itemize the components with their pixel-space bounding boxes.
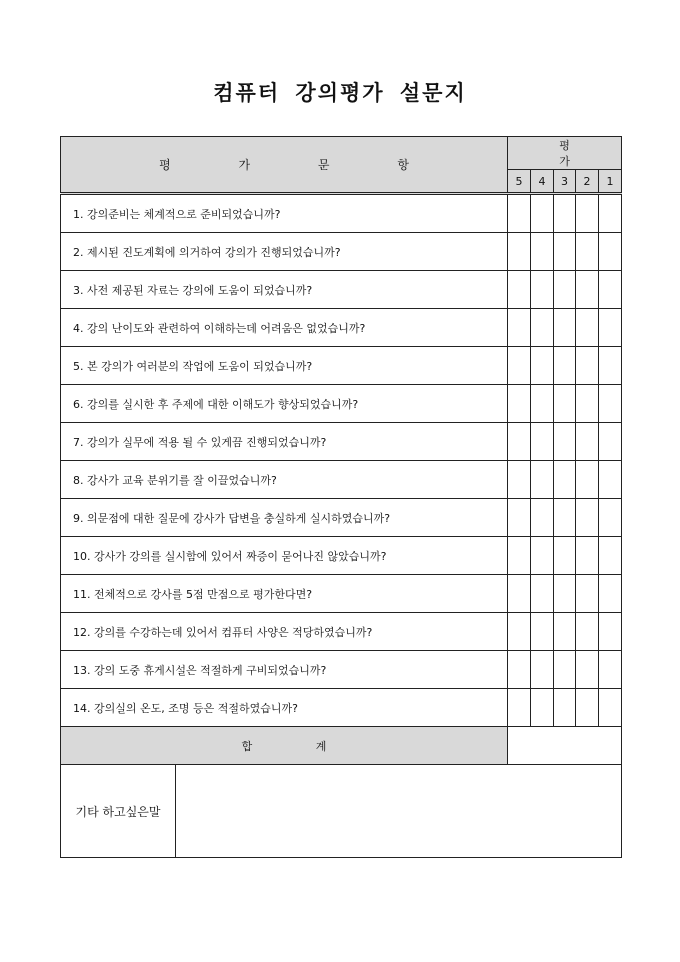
rating-cell-1[interactable] (599, 575, 622, 613)
rating-cell-5[interactable] (508, 613, 531, 651)
table-row (61, 651, 622, 689)
survey-table (60, 136, 622, 858)
rating-cell-2[interactable] (576, 689, 599, 727)
rating-cell-3[interactable] (554, 271, 576, 309)
page-title: 컴퓨터 강의평가 설문지 (213, 80, 467, 105)
rating-cell-2[interactable] (576, 194, 599, 233)
header-score-5: 5 (508, 170, 531, 194)
rating-cell-3[interactable] (554, 689, 576, 727)
table-row (61, 194, 622, 233)
rating-cell-1[interactable] (599, 233, 622, 271)
rating-cell-1[interactable] (599, 461, 622, 499)
rating-cell-1[interactable] (599, 689, 622, 727)
rating-cell-5[interactable] (508, 423, 531, 461)
rating-cell-5[interactable] (508, 385, 531, 423)
rating-cell-3[interactable] (554, 309, 576, 347)
header-score-4: 4 (531, 170, 554, 194)
rating-cell-4[interactable] (531, 461, 554, 499)
table-row (61, 309, 622, 347)
rating-cell-3[interactable] (554, 651, 576, 689)
rating-cell-5[interactable] (508, 347, 531, 385)
rating-cell-5[interactable] (508, 689, 531, 727)
rating-cell-2[interactable] (576, 461, 599, 499)
rating-cell-2[interactable] (576, 385, 599, 423)
rating-cell-4[interactable] (531, 385, 554, 423)
rating-cell-4[interactable] (531, 309, 554, 347)
rating-cell-5[interactable] (508, 499, 531, 537)
question-text: 4. 강의 난이도와 관련하여 이해하는데 어려움은 없었습니까? (61, 309, 508, 347)
table-row (61, 233, 622, 271)
rating-cell-3[interactable] (554, 423, 576, 461)
rating-cell-2[interactable] (576, 499, 599, 537)
question-text: 8. 강사가 교육 분위기를 잘 이끌었습니까? (61, 461, 508, 499)
rating-cell-5[interactable] (508, 194, 531, 233)
header-rating-label: 평 가 (508, 137, 622, 170)
comments-field[interactable] (176, 765, 622, 858)
table-row (61, 423, 622, 461)
rating-cell-4[interactable] (531, 613, 554, 651)
rating-cell-2[interactable] (576, 575, 599, 613)
rating-cell-4[interactable] (531, 271, 554, 309)
rating-cell-5[interactable] (508, 309, 531, 347)
table-row (61, 271, 622, 309)
question-text: 11. 전체적으로 강사를 5점 만점으로 평가한다면? (61, 575, 508, 613)
rating-cell-1[interactable] (599, 194, 622, 233)
rating-cell-1[interactable] (599, 423, 622, 461)
question-text: 9. 의문점에 대한 질문에 강사가 답변을 충실하게 실시하였습니까? (61, 499, 508, 537)
rating-cell-2[interactable] (576, 537, 599, 575)
rating-cell-2[interactable] (576, 309, 599, 347)
rating-cell-4[interactable] (531, 537, 554, 575)
rating-cell-5[interactable] (508, 271, 531, 309)
question-text: 12. 강의를 수강하는데 있어서 컴퓨터 사양은 적당하였습니까? (61, 613, 508, 651)
rating-cell-5[interactable] (508, 575, 531, 613)
table-row (61, 385, 622, 423)
rating-cell-4[interactable] (531, 499, 554, 537)
rating-cell-1[interactable] (599, 271, 622, 309)
question-text: 14. 강의실의 온도, 조명 등은 적절하였습니까? (61, 689, 508, 727)
question-text: 7. 강의가 실무에 적용 될 수 있게끔 진행되었습니까? (61, 423, 508, 461)
rating-cell-3[interactable] (554, 385, 576, 423)
rating-cell-1[interactable] (599, 651, 622, 689)
table-row (61, 613, 622, 651)
table-row (61, 499, 622, 537)
rating-cell-3[interactable] (554, 347, 576, 385)
header-score-2: 2 (576, 170, 599, 194)
rating-cell-3[interactable] (554, 575, 576, 613)
rating-cell-4[interactable] (531, 233, 554, 271)
rating-cell-5[interactable] (508, 461, 531, 499)
total-label: 합 계 (61, 727, 508, 765)
question-text: 13. 강의 도중 휴게시설은 적절하게 구비되었습니까? (61, 651, 508, 689)
rating-cell-4[interactable] (531, 347, 554, 385)
rating-cell-2[interactable] (576, 651, 599, 689)
rating-cell-5[interactable] (508, 537, 531, 575)
header-score-3: 3 (554, 170, 576, 194)
rating-cell-3[interactable] (554, 613, 576, 651)
header-score-1: 1 (599, 170, 622, 194)
comments-label: 기타 하고싶은말 (61, 765, 176, 858)
rating-cell-1[interactable] (599, 385, 622, 423)
question-text: 3. 사전 제공된 자료는 강의에 도움이 되었습니까? (61, 271, 508, 309)
table-row (61, 347, 622, 385)
question-text: 1. 강의준비는 체계적으로 준비되었습니까? (61, 194, 508, 233)
rating-cell-3[interactable] (554, 537, 576, 575)
rating-cell-1[interactable] (599, 537, 622, 575)
total-row (61, 727, 622, 765)
rating-cell-3[interactable] (554, 233, 576, 271)
rating-cell-5[interactable] (508, 651, 531, 689)
rating-cell-2[interactable] (576, 347, 599, 385)
rating-cell-3[interactable] (554, 499, 576, 537)
rating-cell-2[interactable] (576, 613, 599, 651)
rating-cell-1[interactable] (599, 613, 622, 651)
rating-cell-3[interactable] (554, 461, 576, 499)
rating-cell-2[interactable] (576, 271, 599, 309)
rating-cell-1[interactable] (599, 499, 622, 537)
table-row (61, 537, 622, 575)
total-value-cell[interactable] (508, 727, 622, 765)
rating-cell-5[interactable] (508, 233, 531, 271)
table-row (61, 689, 622, 727)
question-text: 6. 강의를 실시한 후 주제에 대한 이해도가 향상되었습니까? (61, 385, 508, 423)
rating-cell-1[interactable] (599, 309, 622, 347)
question-text: 2. 제시된 진도계획에 의거하여 강의가 진행되었습니까? (61, 233, 508, 271)
table-row (61, 461, 622, 499)
table-row (61, 575, 622, 613)
rating-cell-4[interactable] (531, 689, 554, 727)
rating-cell-2[interactable] (576, 233, 599, 271)
header-item-label: 평 가 문 항 (61, 137, 508, 194)
rating-cell-3[interactable] (554, 194, 576, 233)
comments-row (61, 765, 622, 858)
question-text: 5. 본 강의가 여러분의 작업에 도움이 되었습니까? (61, 347, 508, 385)
rating-cell-1[interactable] (599, 347, 622, 385)
question-text: 10. 강사가 강의를 실시함에 있어서 짜증이 묻어나진 않았습니까? (61, 537, 508, 575)
rating-cell-4[interactable] (531, 651, 554, 689)
rating-cell-2[interactable] (576, 423, 599, 461)
rating-cell-4[interactable] (531, 194, 554, 233)
rating-cell-4[interactable] (531, 575, 554, 613)
rating-cell-4[interactable] (531, 423, 554, 461)
